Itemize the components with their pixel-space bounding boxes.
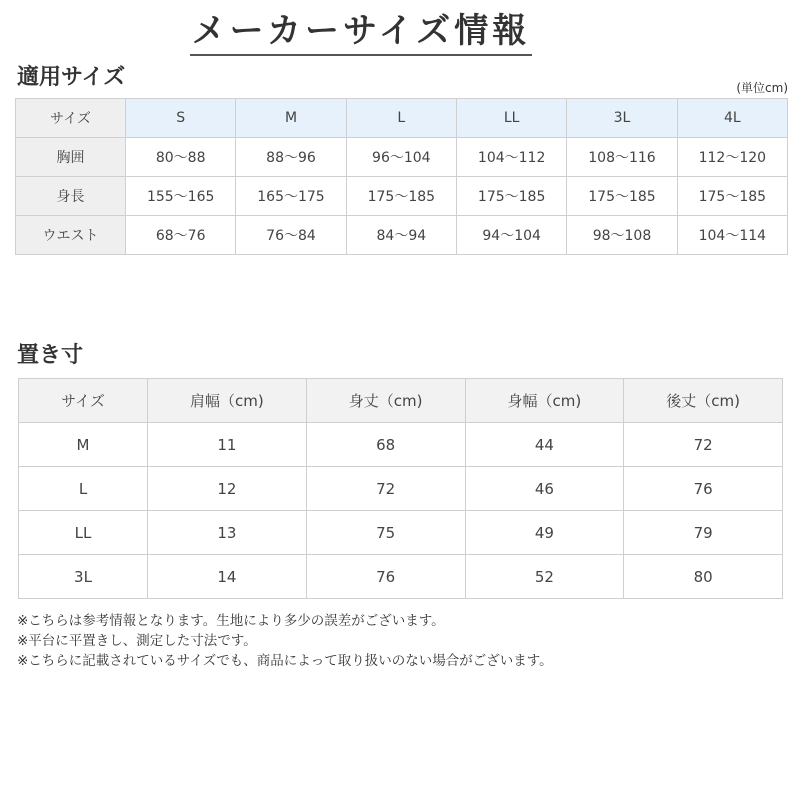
header-cell: M bbox=[236, 99, 346, 138]
page-title: メーカーサイズ情報 bbox=[191, 11, 531, 51]
flat-measurement-table bbox=[18, 378, 783, 599]
table-cell: 44 bbox=[465, 423, 624, 467]
table-cell: 104〜112 bbox=[456, 138, 566, 177]
table-row bbox=[16, 177, 788, 216]
unit-note: (単位cm) bbox=[736, 81, 788, 95]
row-label: 3L bbox=[19, 555, 148, 599]
table-cell: 13 bbox=[148, 511, 307, 555]
header-cell: サイズ bbox=[16, 99, 126, 138]
applicable-size-table bbox=[15, 98, 788, 255]
header-cell: 後丈（cm) bbox=[624, 379, 783, 423]
table-cell: 84〜94 bbox=[346, 216, 456, 255]
table-cell: 76 bbox=[306, 555, 465, 599]
table-cell: 80 bbox=[624, 555, 783, 599]
table-cell: 175〜185 bbox=[567, 177, 677, 216]
table-cell: 68 bbox=[306, 423, 465, 467]
table-cell: 52 bbox=[465, 555, 624, 599]
table-cell: 49 bbox=[465, 511, 624, 555]
table-cell: 72 bbox=[624, 423, 783, 467]
table-cell: 76 bbox=[624, 467, 783, 511]
table-cell: 155〜165 bbox=[126, 177, 236, 216]
table-row bbox=[16, 138, 788, 177]
table-cell: 104〜114 bbox=[677, 216, 787, 255]
table-cell: 11 bbox=[148, 423, 307, 467]
table-cell: 12 bbox=[148, 467, 307, 511]
row-label: LL bbox=[19, 511, 148, 555]
table-row bbox=[19, 467, 783, 511]
table-cell: 175〜185 bbox=[677, 177, 787, 216]
table-cell: 165〜175 bbox=[236, 177, 346, 216]
header-cell: S bbox=[126, 99, 236, 138]
table-cell: 46 bbox=[465, 467, 624, 511]
table-cell: 79 bbox=[624, 511, 783, 555]
header-cell: L bbox=[346, 99, 456, 138]
table-cell: 88〜96 bbox=[236, 138, 346, 177]
table-header-row bbox=[16, 99, 788, 138]
table-row bbox=[19, 423, 783, 467]
note-line: ※こちらに記載されているサイズでも、商品によって取り扱いのない場合がございます。 bbox=[17, 653, 553, 669]
header-cell: 身丈（cm) bbox=[306, 379, 465, 423]
table-cell: 94〜104 bbox=[456, 216, 566, 255]
table-row bbox=[19, 555, 783, 599]
header-cell: 肩幅（cm) bbox=[148, 379, 307, 423]
applicable-size-heading: 適用サイズ bbox=[17, 65, 126, 90]
table-row bbox=[16, 216, 788, 255]
table-header-row bbox=[19, 379, 783, 423]
table-cell: 80〜88 bbox=[126, 138, 236, 177]
table-cell: 175〜185 bbox=[456, 177, 566, 216]
row-label: 胸囲 bbox=[16, 138, 126, 177]
table-row bbox=[19, 511, 783, 555]
table-cell: 98〜108 bbox=[567, 216, 677, 255]
row-label: L bbox=[19, 467, 148, 511]
table-cell: 68〜76 bbox=[126, 216, 236, 255]
header-cell: 身幅（cm) bbox=[465, 379, 624, 423]
notes bbox=[17, 611, 553, 671]
table-cell: 14 bbox=[148, 555, 307, 599]
row-label: 身長 bbox=[16, 177, 126, 216]
table-cell: 96〜104 bbox=[346, 138, 456, 177]
note-line: ※こちらは参考情報となります。生地により多少の誤差がございます。 bbox=[17, 613, 445, 629]
header-cell: 3L bbox=[567, 99, 677, 138]
table-cell: 72 bbox=[306, 467, 465, 511]
note-line: ※平台に平置きし、測定した寸法です。 bbox=[17, 633, 257, 649]
table-cell: 76〜84 bbox=[236, 216, 346, 255]
table-cell: 108〜116 bbox=[567, 138, 677, 177]
header-cell: LL bbox=[456, 99, 566, 138]
table-cell: 112〜120 bbox=[677, 138, 787, 177]
table-cell: 175〜185 bbox=[346, 177, 456, 216]
row-label: M bbox=[19, 423, 148, 467]
flat-measurement-heading: 置き寸 bbox=[17, 343, 84, 368]
header-cell: サイズ bbox=[19, 379, 148, 423]
header-cell: 4L bbox=[677, 99, 787, 138]
table-cell: 75 bbox=[306, 511, 465, 555]
row-label: ウエスト bbox=[16, 216, 126, 255]
title-underline bbox=[190, 54, 532, 56]
